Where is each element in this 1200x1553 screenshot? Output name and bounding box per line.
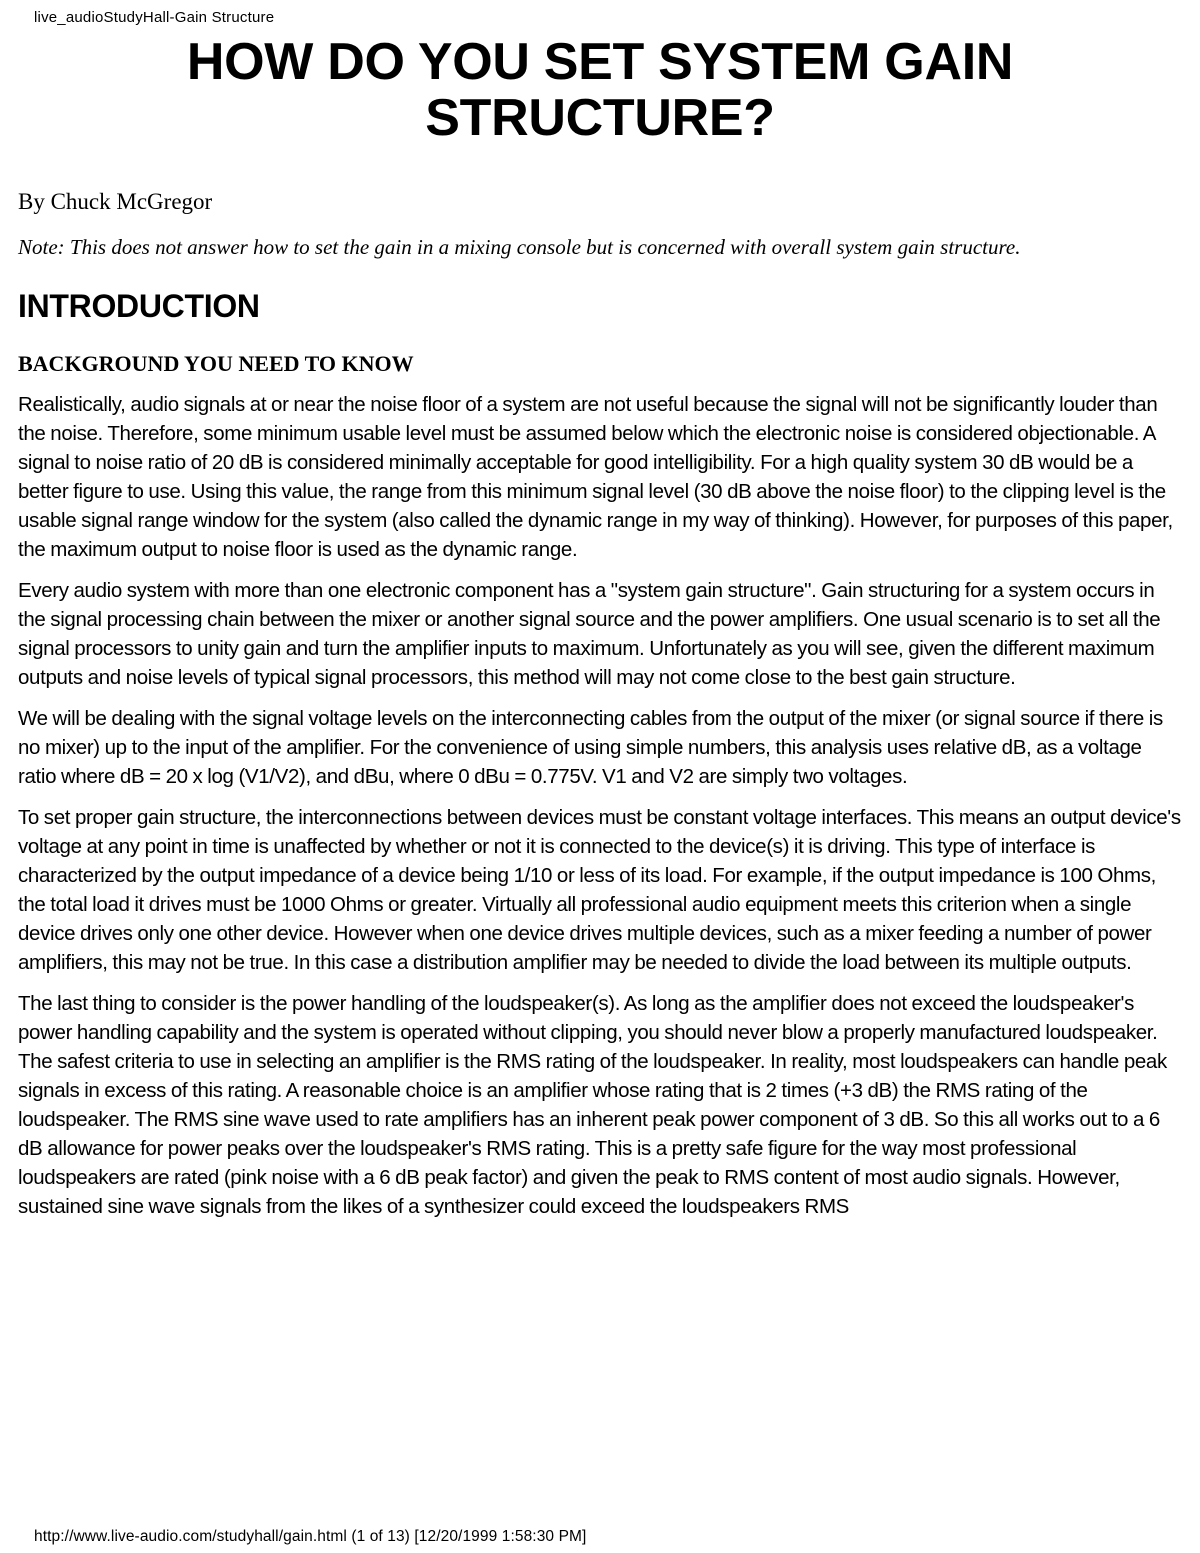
page-title: HOW DO YOU SET SYSTEM GAIN STRUCTURE?	[186, 33, 1014, 147]
section-heading-introduction: INTRODUCTION	[18, 288, 260, 324]
subsection-heading-background: BACKGROUND YOU NEED TO KNOW	[18, 351, 414, 376]
article	[18, 34, 1182, 1221]
paragraph: To set proper gain structure, the interconnections between devices must be constant voltage interfaces. This means an output device's voltage at any point in time is unaffected by whether or not it is connected to the device(s) it is driving. This type of interface is characterized by the output impedance of a device being 1/10 or less of its load. For example, if the output impedance is 100 Ohms, the total load it drives must be 1000 Ohms or greater. Virtually all professional audio equipment meets this criterion when a single device drives only one other device. However when one device drives multiple devices, such as a mixer feeding a number of power amplifiers, this may not be true. In this case a distribution amplifier may be needed to divide the load between its multiple outputs.	[18, 806, 1181, 974]
page-header: live_audioStudyHall-Gain Structure	[34, 9, 275, 26]
byline: By Chuck McGregor	[18, 189, 213, 214]
page-footer: http://www.live-audio.com/studyhall/gain.html (1 of 13) [12/20/1999 1:58:30 PM]	[34, 1528, 587, 1545]
paragraph: Realistically, audio signals at or near the noise floor of a system are not useful because the signal will not be significantly louder than the noise. Therefore, some minimum usable level must be assumed below which the electronic noise is considered objectionable. A signal to noise ratio of 20 dB is considered minimally acceptable for good intelligibility. For a high quality system 30 dB would be a better figure to use. Using this value, the range from this minimum signal level (30 dB above the noise floor) to the clipping level is the usable signal range window for the system (also called the dynamic range in my way of thinking). However, for purposes of this paper, the maximum output to noise floor is used as the dynamic range.	[18, 393, 1173, 561]
editor-note: Note: This does not answer how to set the gain in a mixing console but is concerned with overall system gain structure.	[18, 235, 1021, 259]
paragraph: Every audio system with more than one electronic component has a "system gain structure". Gain structuring for a system occurs in the signal processing chain between the mixer or another signal source and the power amplifiers. One usual scenario is to set all the signal processors to unity gain and turn the amplifier inputs to maximum. Unfortunately as you will see, given the different maximum outputs and noise levels of typical signal processors, this method will may not come close to the best gain structure.	[18, 579, 1161, 689]
paragraph: We will be dealing with the signal voltage levels on the interconnecting cables from the output of the mixer (or signal source if there is no mixer) up to the input of the amplifier. For the convenience of using simple numbers, this analysis uses relative dB, as a voltage ratio where dB = 20 x log (V1/V2), and dBu, where 0 dBu = 0.775V. V1 and V2 are simply two voltages.	[18, 707, 1163, 788]
paragraph: The last thing to consider is the power handling of the loudspeaker(s). As long as the amplifier does not exceed the loudspeaker's power handling capability and the system is operated without clipping, you should never blow a properly manufactured loudspeaker. The safest criteria to use in selecting an amplifier is the RMS rating of the loudspeaker. In reality, most loudspeakers can handle peak signals in excess of this rating. A reasonable choice is an amplifier whose rating that is 2 times (+3 dB) the RMS rating of the loudspeaker. The RMS sine wave used to rate amplifiers has an inherent peak power component of 3 dB. So this all works out to a 6 dB allowance for power peaks over the loudspeaker's RMS rating. This is a pretty safe figure for the way most professional loudspeakers are rated (pink noise with a 6 dB peak factor) and given the peak to RMS content of most audio signals. However, sustained sine wave signals from the likes of a synthesizer could exceed the loudspeakers RMS	[18, 992, 1167, 1218]
